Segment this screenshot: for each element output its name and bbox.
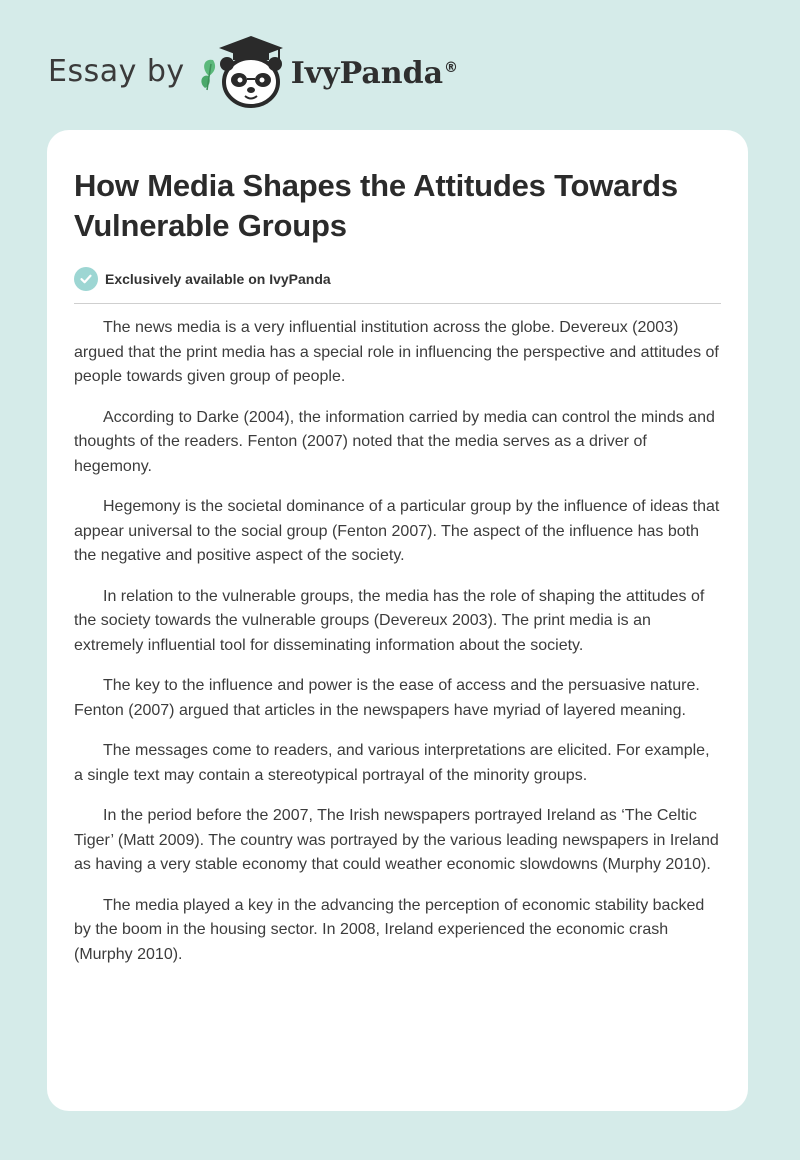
essay-paragraph: Hegemony is the societal dominance of a particular group by the influence of ideas that appear universal to the social group (Fenton 2007). The aspect of the influence has both the negative and positive aspect of the society. xyxy=(74,498,720,564)
exclusive-badge xyxy=(74,266,721,292)
essay-body xyxy=(74,316,721,967)
essay-paragraph: In the period before the 2007, The Irish newspapers portrayed Ireland as ‘The Celtic Tiger’ (Matt 2009). The country was portrayed by the various leading newspapers in Ireland as having a very stable economy that could weather economic slowdowns (Murphy 2010). xyxy=(74,807,719,873)
essay-title: How Media Shapes the Attitudes Towards Vulnerable Groups xyxy=(74,168,678,243)
essay-paragraph: The media played a key in the advancing the perception of economic stability backed by the boom in the housing sector. In 2008, Ireland experienced the economic crash (Murphy 2010). xyxy=(74,896,705,963)
site-header xyxy=(48,30,458,110)
essay-paragraph: The news media is a very influential institution across the globe. Devereux (2003) argued that the print media has a special role in influencing the perspective and attitudes of people towards given group of people. xyxy=(74,319,719,385)
divider xyxy=(74,303,721,304)
registered-mark: ® xyxy=(444,59,459,76)
brand-name-text: IvyPanda xyxy=(290,55,444,91)
panda-logo-icon[interactable] xyxy=(199,30,289,110)
essay-card xyxy=(47,130,748,1111)
brand-name[interactable] xyxy=(291,56,458,91)
essay-paragraph: In relation to the vulnerable groups, the media has the role of shaping the attitudes of the society towards the vulnerable groups (Devereux 2003). The print media is an extremely influential tool for disseminating information about the society. xyxy=(74,587,705,654)
essay-by-label: Essay by xyxy=(48,53,185,89)
exclusive-label: Exclusively available on IvyPanda xyxy=(105,271,331,287)
essay-paragraph: The key to the influence and power is the ease of access and the persuasive nature. Fenton (2007) argued that articles in the newspapers have myriad of layered meaning. xyxy=(74,677,700,719)
essay-paragraph: According to Darke (2004), the information carried by media can control the minds and thoughts of the readers. Fenton (2007) noted that the media serves as a driver of hegemony. xyxy=(74,408,715,475)
essay-paragraph: The messages come to readers, and various interpretations are elicited. For example, a single text may contain a stereotypical portrayal of the minority groups. xyxy=(74,742,710,784)
check-circle-icon xyxy=(74,267,98,291)
